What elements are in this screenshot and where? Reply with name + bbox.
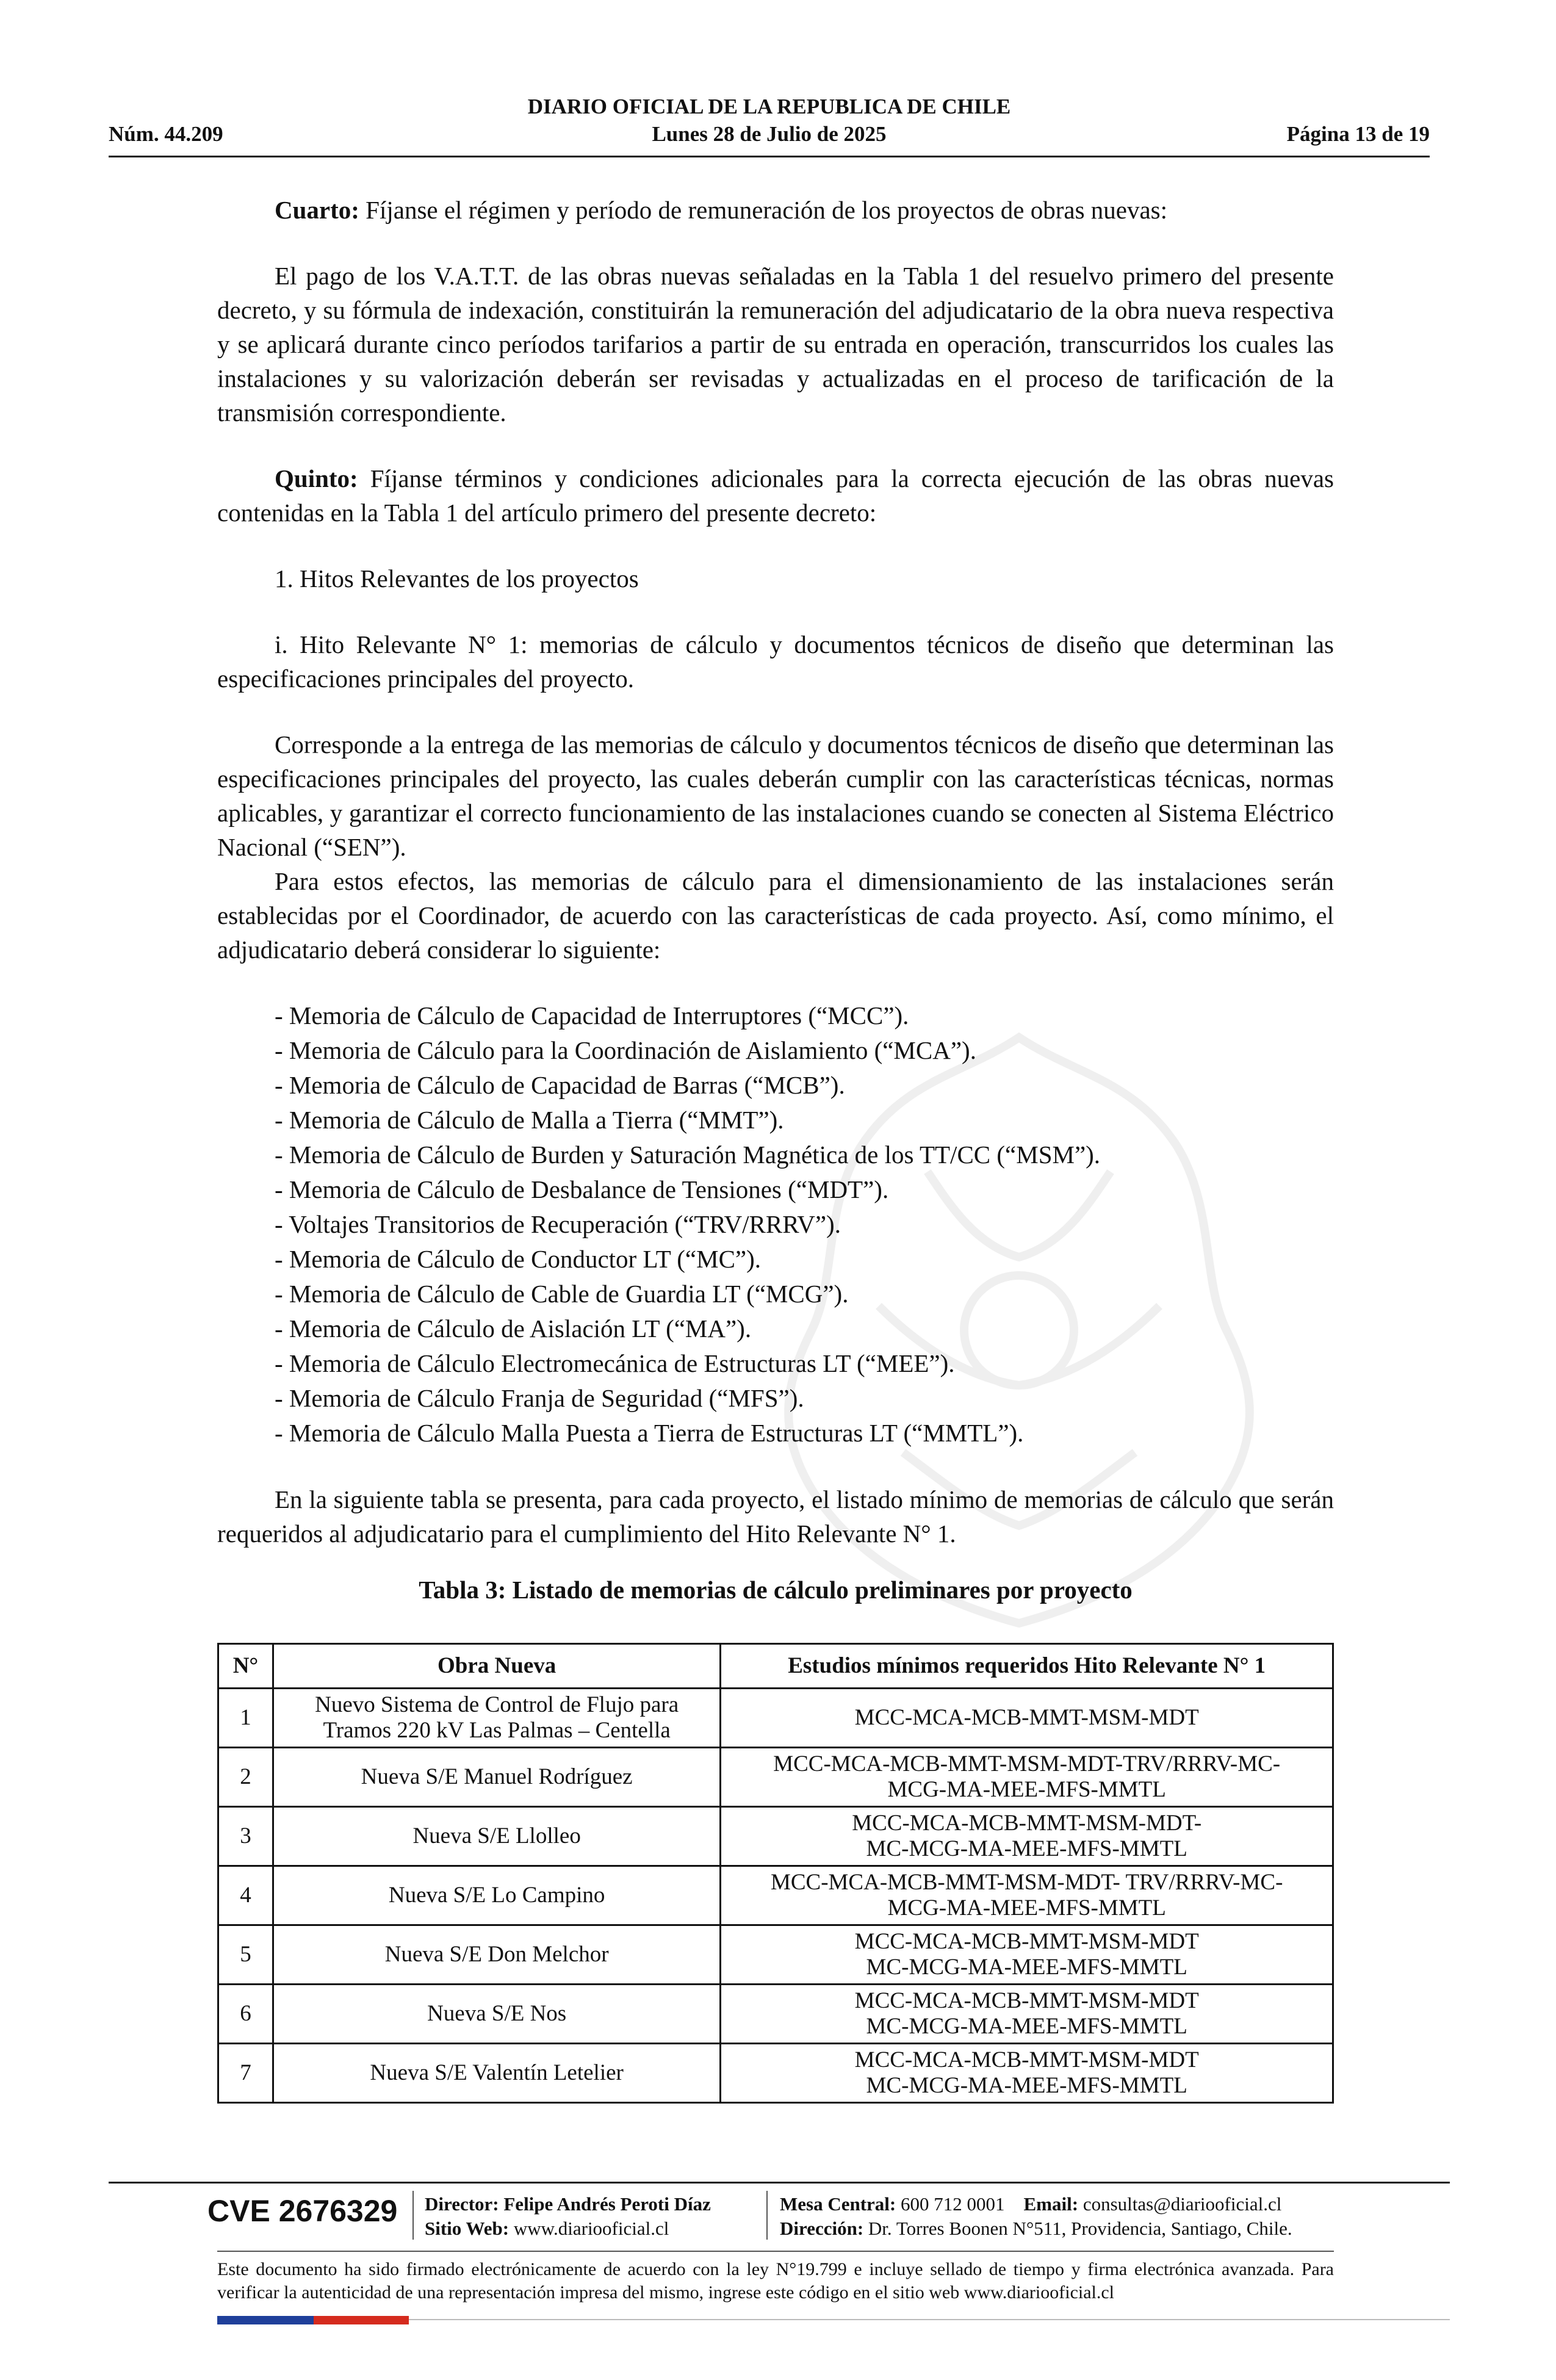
footer-divider-thin xyxy=(217,2251,1334,2252)
address-text: Dr. Torres Boonen N°511, Providencia, Santiago, Chile. xyxy=(868,2218,1292,2239)
row-estudios: MCC-MCA-MCB-MMT-MSM-MDT xyxy=(721,1689,1333,1748)
paragraph-hito-1: i. Hito Relevante N° 1: memorias de cálculo y documentos técnicos de diseño que determinan las especificaciones principales del proyecto. xyxy=(217,630,1334,693)
list-item: - Voltajes Transitorios de Recuperación (“TRV/RRRV”). xyxy=(275,1210,841,1238)
flag-stripe-red xyxy=(314,2316,409,2324)
mesa-phone: 600 712 0001 xyxy=(901,2193,1005,2215)
quinto-text: Fíjanse términos y condiciones adicionales para la correcta ejecución de las obras nuevas contenidas en la Tabla 1 del artículo primero del presente decreto: xyxy=(217,464,1334,527)
row-number: 6 xyxy=(218,1985,273,2044)
row-number: 7 xyxy=(218,2044,273,2103)
director-name: Felipe Andrés Peroti Díaz xyxy=(503,2193,711,2215)
row-estudios: MCC-MCA-MCB-MMT-MSM-MDT-MC-MCG-MA-MEE-MFS-MMTL xyxy=(721,1807,1333,1866)
quinto-label: Quinto: xyxy=(275,464,358,492)
table-row xyxy=(218,2044,1333,2103)
footer-separator xyxy=(412,2191,414,2240)
flag-stripe-blue xyxy=(217,2316,314,2324)
list-item: - Memoria de Cálculo de Conductor LT (“MC”). xyxy=(275,1245,762,1273)
row-obra: Nueva S/E Llolleo xyxy=(273,1807,720,1866)
memorias-list xyxy=(217,998,1334,1451)
paragraph-siguiente-tabla: En la siguiente tabla se presenta, para cada proyecto, el listado mínimo de memorias de cálculo que serán requeridos al adjudicatario para el cumplimiento del Hito Relevante N° 1. xyxy=(217,1485,1334,1548)
bottom-rule xyxy=(409,2319,1450,2320)
footer-divider xyxy=(109,2182,1450,2183)
paragraph-pago: El pago de los V.A.T.T. de las obras nuevas señaladas en la Tabla 1 del resuelvo primero del presente decreto, y su fórmula de indexación, constituirán la remuneración del adjudicatario de la obra nueva respectiva y se aplicará durante cinco períodos tarifarios a partir de su entrada en operación, transcurridos los cuales las instalaciones y su valorización deberán ser revisadas y actualizadas en el proceso de tarificación de la transmisión correspondiente. xyxy=(217,262,1334,427)
list-item: - Memoria de Cálculo de Malla a Tierra (“MMT”). xyxy=(275,1106,784,1134)
paragraph-cuarto xyxy=(217,193,1334,227)
legal-notice: Este documento ha sido firmado electrónicamente de acuerdo con la ley N°19.799 e incluye sellado de tiempo y firma electrónica avanzada. Para verificar la autenticidad de una representación impresa del mismo, ingrese este código en el sitio web www.diariooficial.cl xyxy=(217,2259,1334,2302)
list-item: - Memoria de Cálculo de Aislación LT (“MA”). xyxy=(275,1314,752,1343)
header-divider xyxy=(109,156,1430,157)
table-row xyxy=(218,1807,1333,1866)
table-row xyxy=(218,1985,1333,2044)
paragraph-quinto xyxy=(217,461,1334,530)
cve-code: CVE 2676329 xyxy=(207,2194,398,2228)
header-cell-number: N° xyxy=(218,1644,273,1689)
footer-director-block xyxy=(425,2192,711,2241)
email-label: Email: xyxy=(1023,2193,1079,2215)
list-item: - Memoria de Cálculo de Cable de Guardia LT (“MCG”). xyxy=(275,1280,849,1308)
list-item: - Memoria de Cálculo de Desbalance de Tensiones (“MDT”). xyxy=(275,1175,889,1203)
paragraph-corresponde: Corresponde a la entrega de las memorias de cálculo y documentos técnicos de diseño que determinan las especificaciones principales del proyecto, las cuales deberán cumplir con las características técnicas, normas aplicables, y garantizar el correcto funcionamiento de las instalaciones cuando se conecten al Sistema Eléctrico Nacional (“SEN”). xyxy=(217,730,1334,861)
publication-title: DIARIO OFICIAL DE LA REPUBLICA DE CHILE xyxy=(527,95,1011,118)
page-header xyxy=(109,95,1430,156)
list-item: - Memoria de Cálculo Electromecánica de Estructuras LT (“MEE”). xyxy=(275,1349,955,1377)
site-link[interactable]: www.diariooficial.cl xyxy=(513,2218,669,2239)
table-row xyxy=(218,1748,1333,1807)
row-number: 4 xyxy=(218,1866,273,1925)
row-obra: Nueva S/E Lo Campino xyxy=(273,1866,720,1925)
page-number: Página 13 de 19 xyxy=(1286,122,1430,146)
table-caption: Tabla 3: Listado de memorias de cálculo preliminares por proyecto xyxy=(419,1576,1133,1604)
table-row xyxy=(218,1866,1333,1925)
table-header-row xyxy=(218,1644,1333,1689)
row-obra: Nuevo Sistema de Control de Flujo para Tramos 220 kV Las Palmas – Centella xyxy=(273,1689,720,1748)
row-estudios: MCC-MCA-MCB-MMT-MSM-MDT MC-MCG-MA-MEE-MFS-MMTL xyxy=(721,1985,1333,2044)
footer-contact-block xyxy=(780,2192,1292,2241)
row-number: 1 xyxy=(218,1689,273,1748)
row-obra: Nueva S/E Don Melchor xyxy=(273,1925,720,1985)
row-number: 2 xyxy=(218,1748,273,1807)
paragraph-para-estos-efectos: Para estos efectos, las memorias de cálculo para el dimensionamiento de las instalaciones serán establecidas por el Coordinador, de acuerdo con las características de cada proyecto. Así, como mínimo, el adjudicatario deberá considerar lo siguiente: xyxy=(217,867,1334,964)
list-item: - Memoria de Cálculo de Burden y Saturación Magnética de los TT/CC (“MSM”). xyxy=(275,1141,1101,1169)
list-item: - Memoria de Cálculo para la Coordinación de Aislamiento (“MCA”). xyxy=(275,1036,976,1064)
row-number: 3 xyxy=(218,1807,273,1866)
row-obra: Nueva S/E Valentín Letelier xyxy=(273,2044,720,2103)
email-link[interactable]: consultas@diariooficial.cl xyxy=(1082,2193,1282,2215)
site-label: Sitio Web: xyxy=(425,2218,510,2239)
document-body xyxy=(217,193,1334,1607)
table-row xyxy=(218,1689,1333,1748)
cuarto-text: Fíjanse el régimen y período de remuneración de los proyectos de obras nuevas: xyxy=(359,196,1168,224)
list-item: - Memoria de Cálculo Franja de Seguridad (“MFS”). xyxy=(275,1384,804,1412)
header-cell-obra: Obra Nueva xyxy=(273,1644,720,1689)
mesa-label: Mesa Central: xyxy=(780,2193,896,2215)
row-obra: Nueva S/E Nos xyxy=(273,1985,720,2044)
issue-number: Núm. 44.209 xyxy=(109,122,223,146)
row-number: 5 xyxy=(218,1925,273,1985)
address-label: Dirección: xyxy=(780,2218,864,2239)
director-label: Director: xyxy=(425,2193,499,2215)
list-item: - Memoria de Cálculo Malla Puesta a Tierra de Estructuras LT (“MMTL”). xyxy=(275,1419,1024,1447)
table-row xyxy=(218,1925,1333,1985)
row-estudios: MCC-MCA-MCB-MMT-MSM-MDT-TRV/RRRV-MC-MCG-MA-MEE-MFS-MMTL xyxy=(721,1748,1333,1807)
row-obra: Nueva S/E Manuel Rodríguez xyxy=(273,1748,720,1807)
row-estudios: MCC-MCA-MCB-MMT-MSM-MDT MC-MCG-MA-MEE-MFS-MMTL xyxy=(721,2044,1333,2103)
footer-separator xyxy=(766,2191,768,2240)
issue-date: Lunes 28 de Julio de 2025 xyxy=(652,122,887,146)
row-estudios: MCC-MCA-MCB-MMT-MSM-MDT MC-MCG-MA-MEE-MFS-MMTL xyxy=(721,1925,1333,1985)
header-cell-estudios: Estudios mínimos requeridos Hito Relevante N° 1 xyxy=(721,1644,1333,1689)
memorias-table xyxy=(217,1643,1334,2104)
section-heading-hitos: 1. Hitos Relevantes de los proyectos xyxy=(275,564,639,593)
row-estudios: MCC-MCA-MCB-MMT-MSM-MDT- TRV/RRRV-MC-MCG-MA-MEE-MFS-MMTL xyxy=(721,1866,1333,1925)
list-item: - Memoria de Cálculo de Capacidad de Barras (“MCB”). xyxy=(275,1071,845,1099)
list-item: - Memoria de Cálculo de Capacidad de Interruptores (“MCC”). xyxy=(275,1001,909,1030)
cuarto-label: Cuarto: xyxy=(275,196,359,224)
